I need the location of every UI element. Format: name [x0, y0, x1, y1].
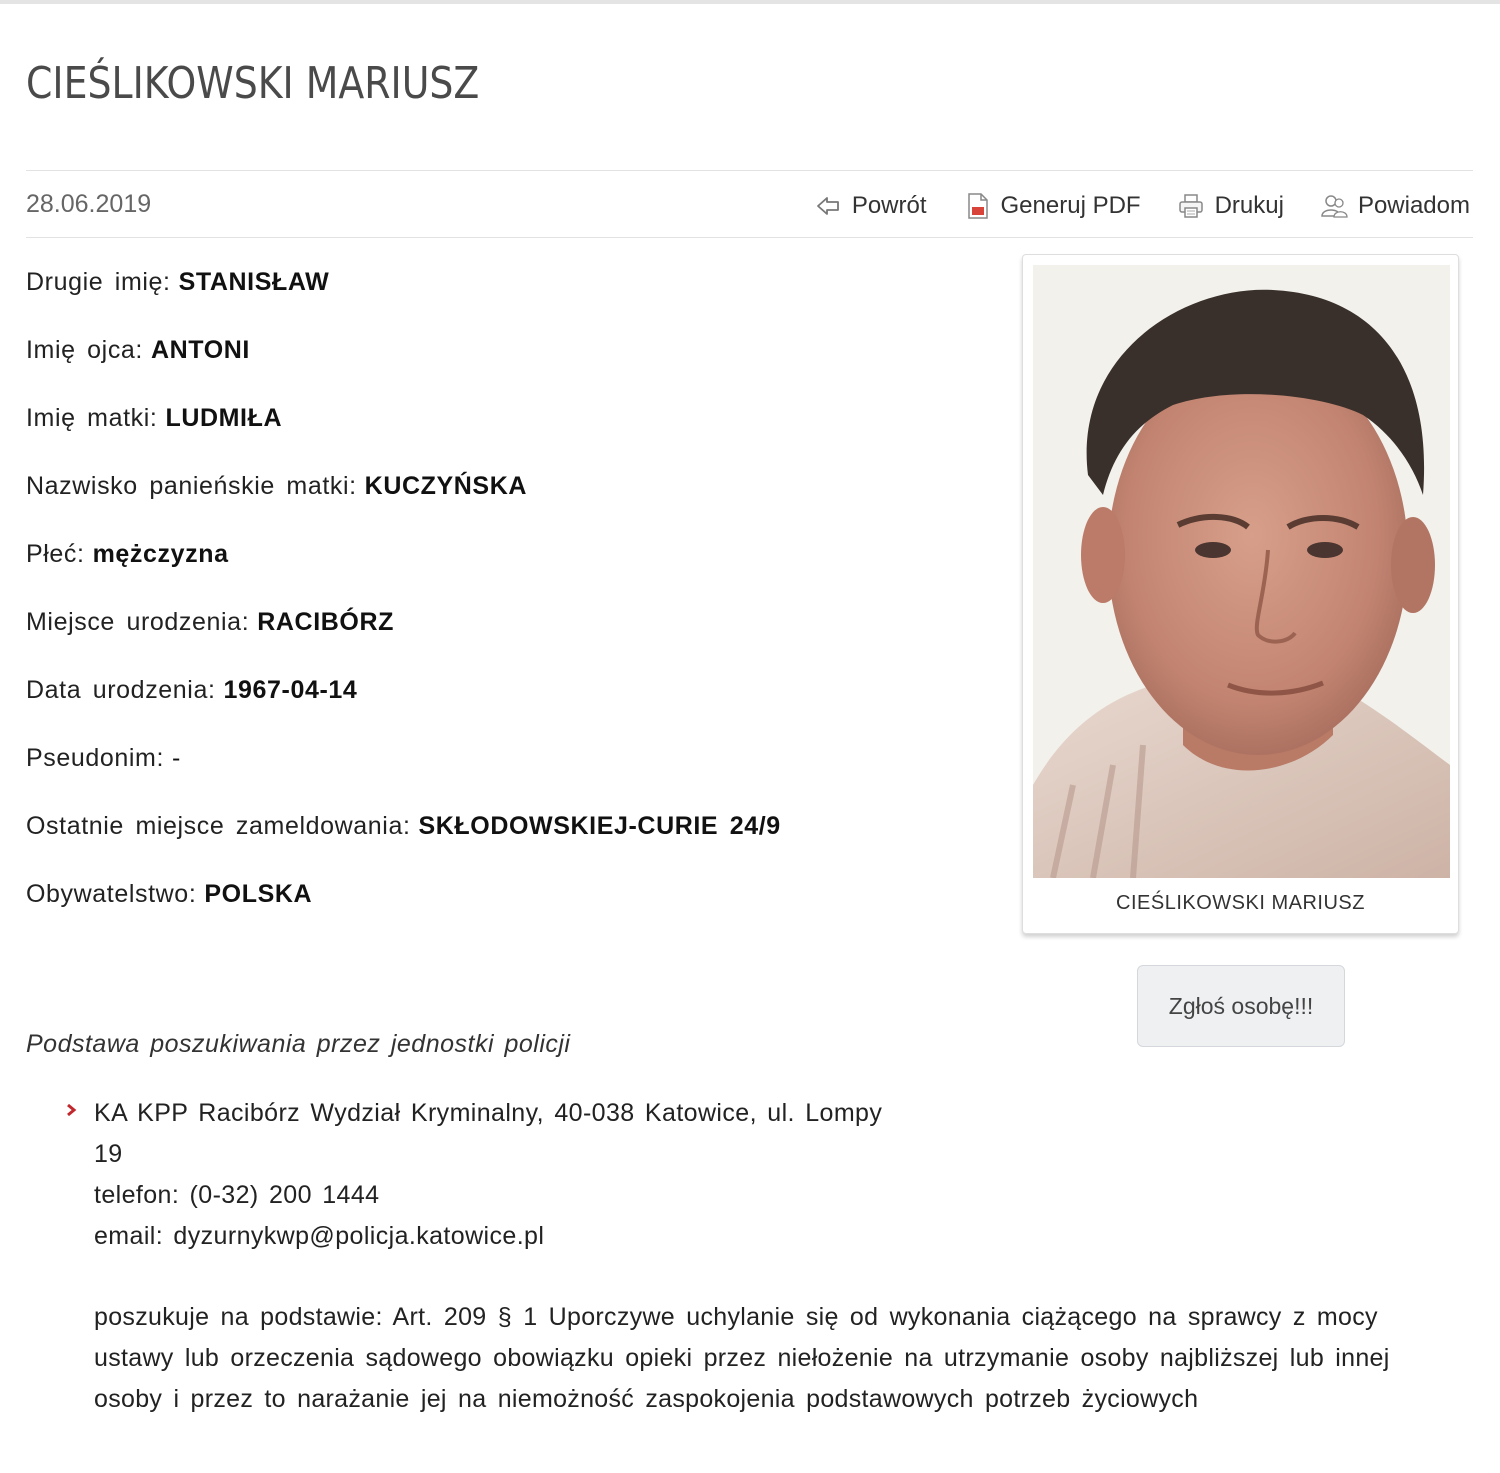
detail-row-mother-maiden-name: Nazwisko panieńskie matki: KUCZYŃSKA: [26, 472, 528, 500]
printer-icon: [1177, 192, 1205, 220]
detail-row-birthplace: Miejsce urodzenia: RACIBÓRZ: [26, 608, 394, 636]
search-basis-heading: Podstawa poszukiwania przez jednostki policji: [26, 1030, 571, 1058]
users-icon: [1320, 192, 1348, 220]
back-arrow-icon: [814, 192, 842, 220]
print-button[interactable]: [1177, 192, 1284, 220]
detail-row-birthdate: Data urodzenia: 1967-04-14: [26, 676, 358, 704]
publish-date: 28.06.2019: [26, 190, 152, 218]
divider-top: [26, 170, 1473, 171]
top-border: [0, 0, 1500, 4]
photo-card: [1022, 254, 1459, 934]
report-person-button[interactable]: Zgłoś osobę!!!: [1137, 965, 1345, 1047]
action-toolbar: [814, 192, 1470, 220]
detail-row-citizenship: Obywatelstwo: POLSKA: [26, 880, 313, 908]
unit-phone: telefon: (0-32) 200 1444: [94, 1181, 380, 1209]
detail-row-father-name: Imię ojca: ANTONI: [26, 336, 250, 364]
print-label: Drukuj: [1214, 192, 1284, 219]
detail-row-alias: Pseudonim: -: [26, 744, 181, 772]
page-title: CIEŚLIKOWSKI MARIUSZ: [26, 58, 480, 109]
person-details: [26, 268, 781, 948]
detail-row-last-address: Ostatnie miejsce zameldowania: SKŁODOWSKIEJ-CURIE 24/9: [26, 812, 781, 840]
detail-row-mother-name: Imię matki: LUDMIŁA: [26, 404, 283, 432]
generate-pdf-button[interactable]: [963, 192, 1141, 220]
detail-row-middle-name: Drugie imię: STANISŁAW: [26, 268, 330, 296]
divider-bottom: [26, 237, 1473, 238]
unit-address-line2: 19: [94, 1140, 123, 1168]
pdf-icon: [963, 192, 991, 220]
detail-row-sex: Płeć: mężczyzna: [26, 540, 229, 568]
unit-address-line1: KA KPP Racibórz Wydział Kryminalny, 40-038 Katowice, ul. Lompy: [94, 1099, 883, 1127]
back-label: Powrót: [851, 192, 927, 219]
chevron-right-icon: [64, 1103, 78, 1117]
notify-button[interactable]: [1320, 192, 1470, 220]
pdf-label: Generuj PDF: [1000, 192, 1141, 219]
person-photo[interactable]: [1033, 265, 1450, 878]
notify-label: Powiadom: [1357, 192, 1470, 219]
unit-email[interactable]: email: dyzurnykwp@policja.katowice.pl: [94, 1222, 545, 1250]
legal-basis-text: poszukuje na podstawie: Art. 209 § 1 Uporczywe uchylanie się od wykonania ciążącego na sprawcy z mocy ustawy lub orzeczenia sądowego obowiązku opieki przez niełożenie na utrzymanie osoby najbliższej lub innej osoby i przez to narażanie jej na niemożność zaspokojenia podstawowych potrzeb życiowych: [94, 1303, 1390, 1413]
photo-caption: CIEŚLIKOWSKI MARIUSZ: [1116, 892, 1365, 914]
back-button[interactable]: [814, 192, 927, 220]
